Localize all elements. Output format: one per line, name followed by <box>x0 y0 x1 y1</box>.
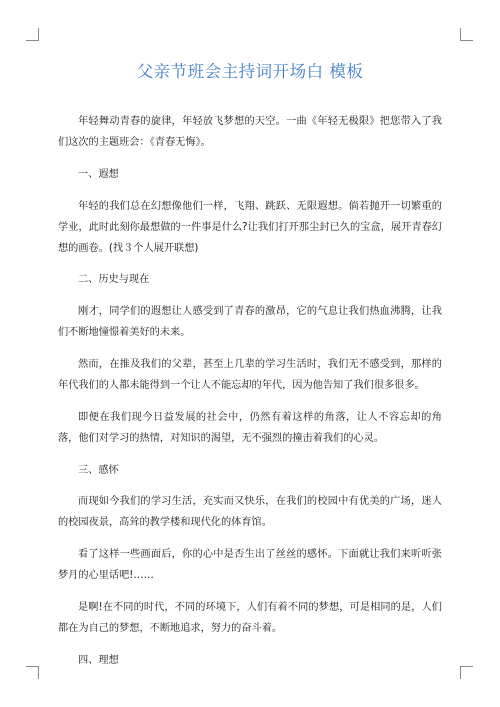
paragraph-history-3: 即便在我们现今日益发展的社会中，仍然有着这样的角落，让人不容忘却的角落，他们对学习的热情，对知识的渴望，无不强烈的撞击着我们的心灵。 <box>58 411 442 444</box>
paragraph-feelings-2: 看了这样一些画面后，你的心中是否生出了丝丝的感怀。下面就让我们来听听张梦月的心里话吧!…… <box>58 549 442 582</box>
section-heading-3: 三、感怀 <box>78 464 119 476</box>
section-heading-2: 二、历史与现在 <box>78 274 150 286</box>
paragraph-daydream: 年轻的我们总在幻想像他们一样，飞翔、跳跃、无限遐想。倘若抛开一切繁重的学业，此时此刻你最想做的一件事是什么?让我们打开那尘封已久的宝盒，展开青春幻想的画卷。(找３个人展开联想) <box>58 200 442 254</box>
document-body <box>58 111 442 682</box>
crop-mark-top-left <box>26 28 39 41</box>
paragraph-history-2: 然而，在推及我们的父辈，甚至上几辈的学习生活时，我们无不感受到，那样的年代我们的人都未能得到一个让人不能忘却的年代，因为他告知了我们很多很多。 <box>58 358 442 391</box>
document-title: 父亲节班会主持词开场白 模板 <box>136 62 364 81</box>
section-heading-4: 四、理想 <box>78 654 119 666</box>
paragraph-feelings-3: 是啊!在不同的时代，不同的环境下，人们有着不同的梦想，可是相同的是，人们都在为自己的梦想，不断地追求，努力的奋斗着。 <box>58 601 442 634</box>
paragraph-intro: 年轻舞动青春的旋律，年轻放飞梦想的天空。一曲《年轻无极限》把您带入了我们这次的主题班会：《青春无悔》。 <box>58 116 442 148</box>
crop-mark-top-right <box>460 28 473 41</box>
section-heading-1: 一、遐想 <box>78 168 119 180</box>
crop-mark-bottom-left <box>26 666 39 679</box>
paragraph-feelings-1: 而现如今我们的学习生活，充实而又快乐，在我们的校园中有优美的广场，迷人的校园夜景，高耸的教学楼和现代化的体育馆。 <box>58 496 442 529</box>
crop-mark-bottom-right <box>460 666 473 679</box>
paragraph-history-1: 刚才，同学们的遐想让人感受到了青春的激昂，它的气息让我们热血沸腾，让我们不断地憧憬着美好的未来。 <box>58 306 442 339</box>
